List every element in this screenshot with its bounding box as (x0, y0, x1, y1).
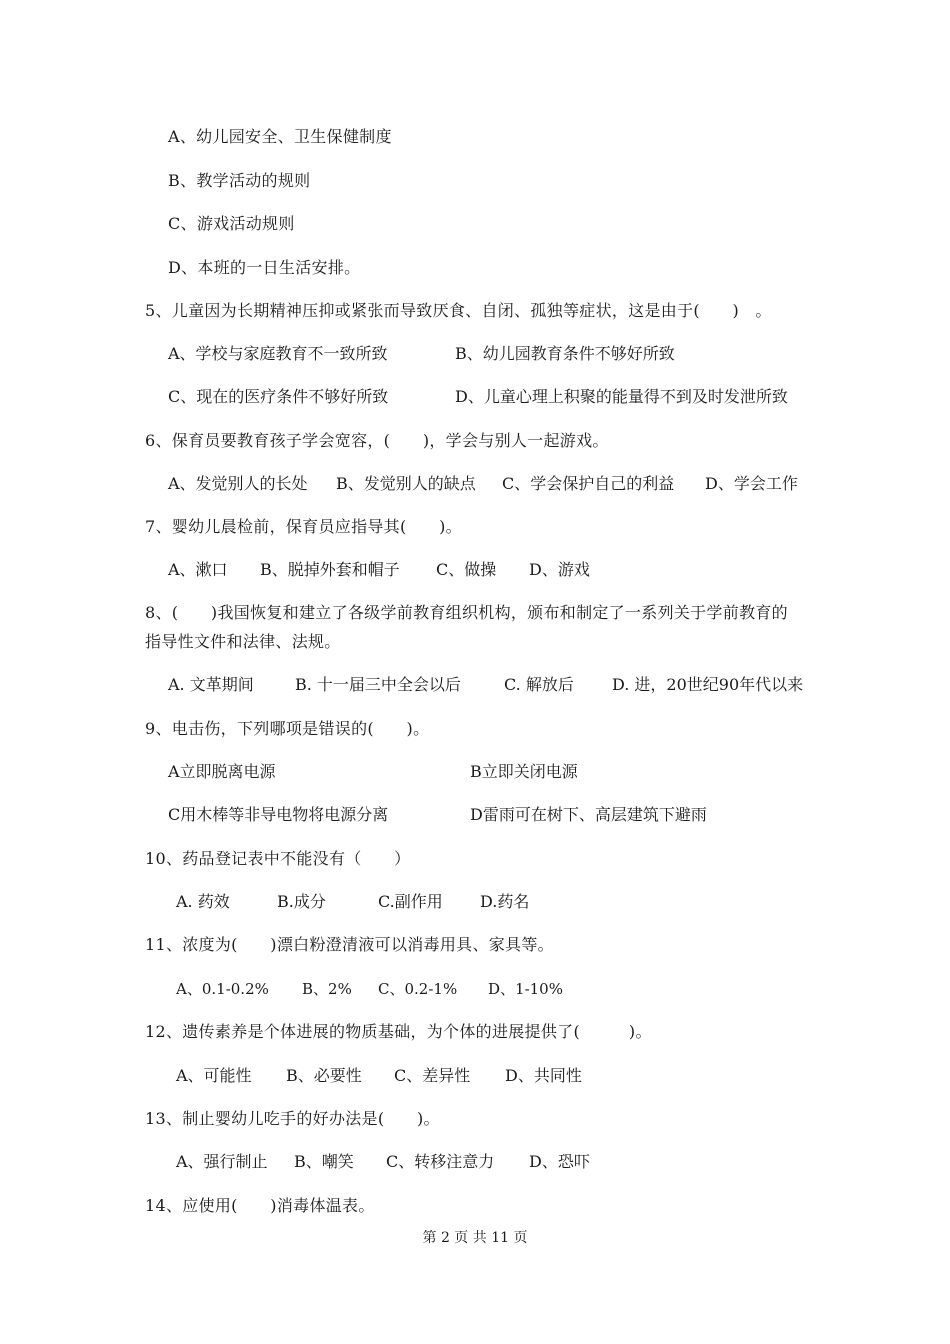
q6-stem: 6、保育员要教育孩子学会宽容，( )，学会与别人一起游戏。 (145, 431, 609, 450)
q5-option-d: D、儿童心理上积聚的能量得不到及时发泄所致 (455, 387, 788, 406)
q9-option-a: A立即脱离电源 (168, 762, 276, 781)
q8-stem-line1: 8、( )我国恢复和建立了各级学前教育组织机构，颁布和制定了一系列关于学前教育的 (145, 603, 788, 622)
page-footer: 第 2 页 共 11 页 (422, 1230, 528, 1246)
q11-option-a: A、0.1-0.2% (176, 980, 269, 998)
q10-stem: 10、药品登记表中不能没有（ ） (145, 849, 411, 868)
q13-option-d: D、恐吓 (529, 1152, 590, 1171)
q12-option-d: D、共同性 (505, 1066, 582, 1085)
q13-stem: 13、制止婴幼儿吃手的好办法是( )。 (145, 1109, 440, 1128)
q11-stem: 11、浓度为( )漂白粉澄清液可以消毒用具、家具等。 (145, 935, 554, 954)
q4-option-a: A、幼儿园安全、卫生保健制度 (168, 127, 392, 146)
q12-option-a: A、可能性 (176, 1066, 252, 1085)
q7-option-b: B、脱掉外套和帽子 (260, 560, 400, 579)
q13-option-c: C、转移注意力 (386, 1152, 495, 1171)
q6-option-a: A、发觉别人的长处 (168, 474, 308, 493)
q9-option-b: B立即关闭电源 (470, 762, 578, 781)
q7-stem: 7、婴幼儿晨检前，保育员应指导其( )。 (145, 517, 462, 536)
q5-option-c: C、现在的医疗条件不够好所致 (168, 387, 389, 406)
q8-option-d: D. 进，20世纪90年代以来 (612, 675, 804, 694)
q13-option-a: A、强行制止 (176, 1152, 268, 1171)
q11-option-d: D、1-10% (488, 980, 563, 998)
q14-stem: 14、应使用( )消毒体温表。 (145, 1196, 375, 1215)
q10-option-a: A. 药效 (176, 892, 230, 911)
q8-option-a: A. 文革期间 (168, 675, 254, 694)
q12-option-b: B、必要性 (286, 1066, 362, 1085)
q6-option-b: B、发觉别人的缺点 (336, 474, 476, 493)
q11-option-c: C、0.2-1% (378, 980, 458, 998)
q12-stem: 12、遗传素养是个体进展的物质基础，为个体的进展提供了( )。 (145, 1022, 652, 1041)
q8-stem-line2: 指导性文件和法律、法规。 (145, 632, 341, 651)
q5-stem: 5、儿童因为长期精神压抑或紧张而导致厌食、自闭、孤独等症状，这是由于( ) 。 (145, 301, 772, 320)
q7-option-d: D、游戏 (529, 560, 590, 579)
q8-option-c: C. 解放后 (504, 675, 574, 694)
q10-option-d: D.药名 (480, 892, 530, 911)
q4-option-d: D、本班的一日生活安排。 (168, 258, 361, 277)
q7-option-a: A、漱口 (168, 560, 228, 579)
q9-option-c: C用木棒等非导电物将电源分离 (168, 805, 389, 824)
q7-option-c: C、做操 (436, 560, 497, 579)
q9-option-d: D雷雨可在树下、高层建筑下避雨 (470, 805, 707, 824)
q6-option-d: D、学会工作 (705, 474, 798, 493)
q4-option-b: B、教学活动的规则 (168, 171, 311, 190)
q5-option-b: B、幼儿园教育条件不够好所致 (455, 344, 675, 363)
q6-option-c: C、学会保护自己的利益 (502, 474, 675, 493)
q13-option-b: B、嘲笑 (294, 1152, 354, 1171)
q10-option-b: B.成分 (277, 892, 326, 911)
q11-option-b: B、2% (302, 980, 352, 998)
q5-option-a: A、学校与家庭教育不一致所致 (168, 344, 388, 363)
q8-option-b: B. 十一届三中全会以后 (295, 675, 461, 694)
q9-stem: 9、电击伤，下列哪项是错误的( )。 (145, 719, 430, 738)
q12-option-c: C、差异性 (394, 1066, 471, 1085)
q4-option-c: C、游戏活动规则 (168, 214, 295, 233)
q10-option-c: C.副作用 (378, 892, 443, 911)
